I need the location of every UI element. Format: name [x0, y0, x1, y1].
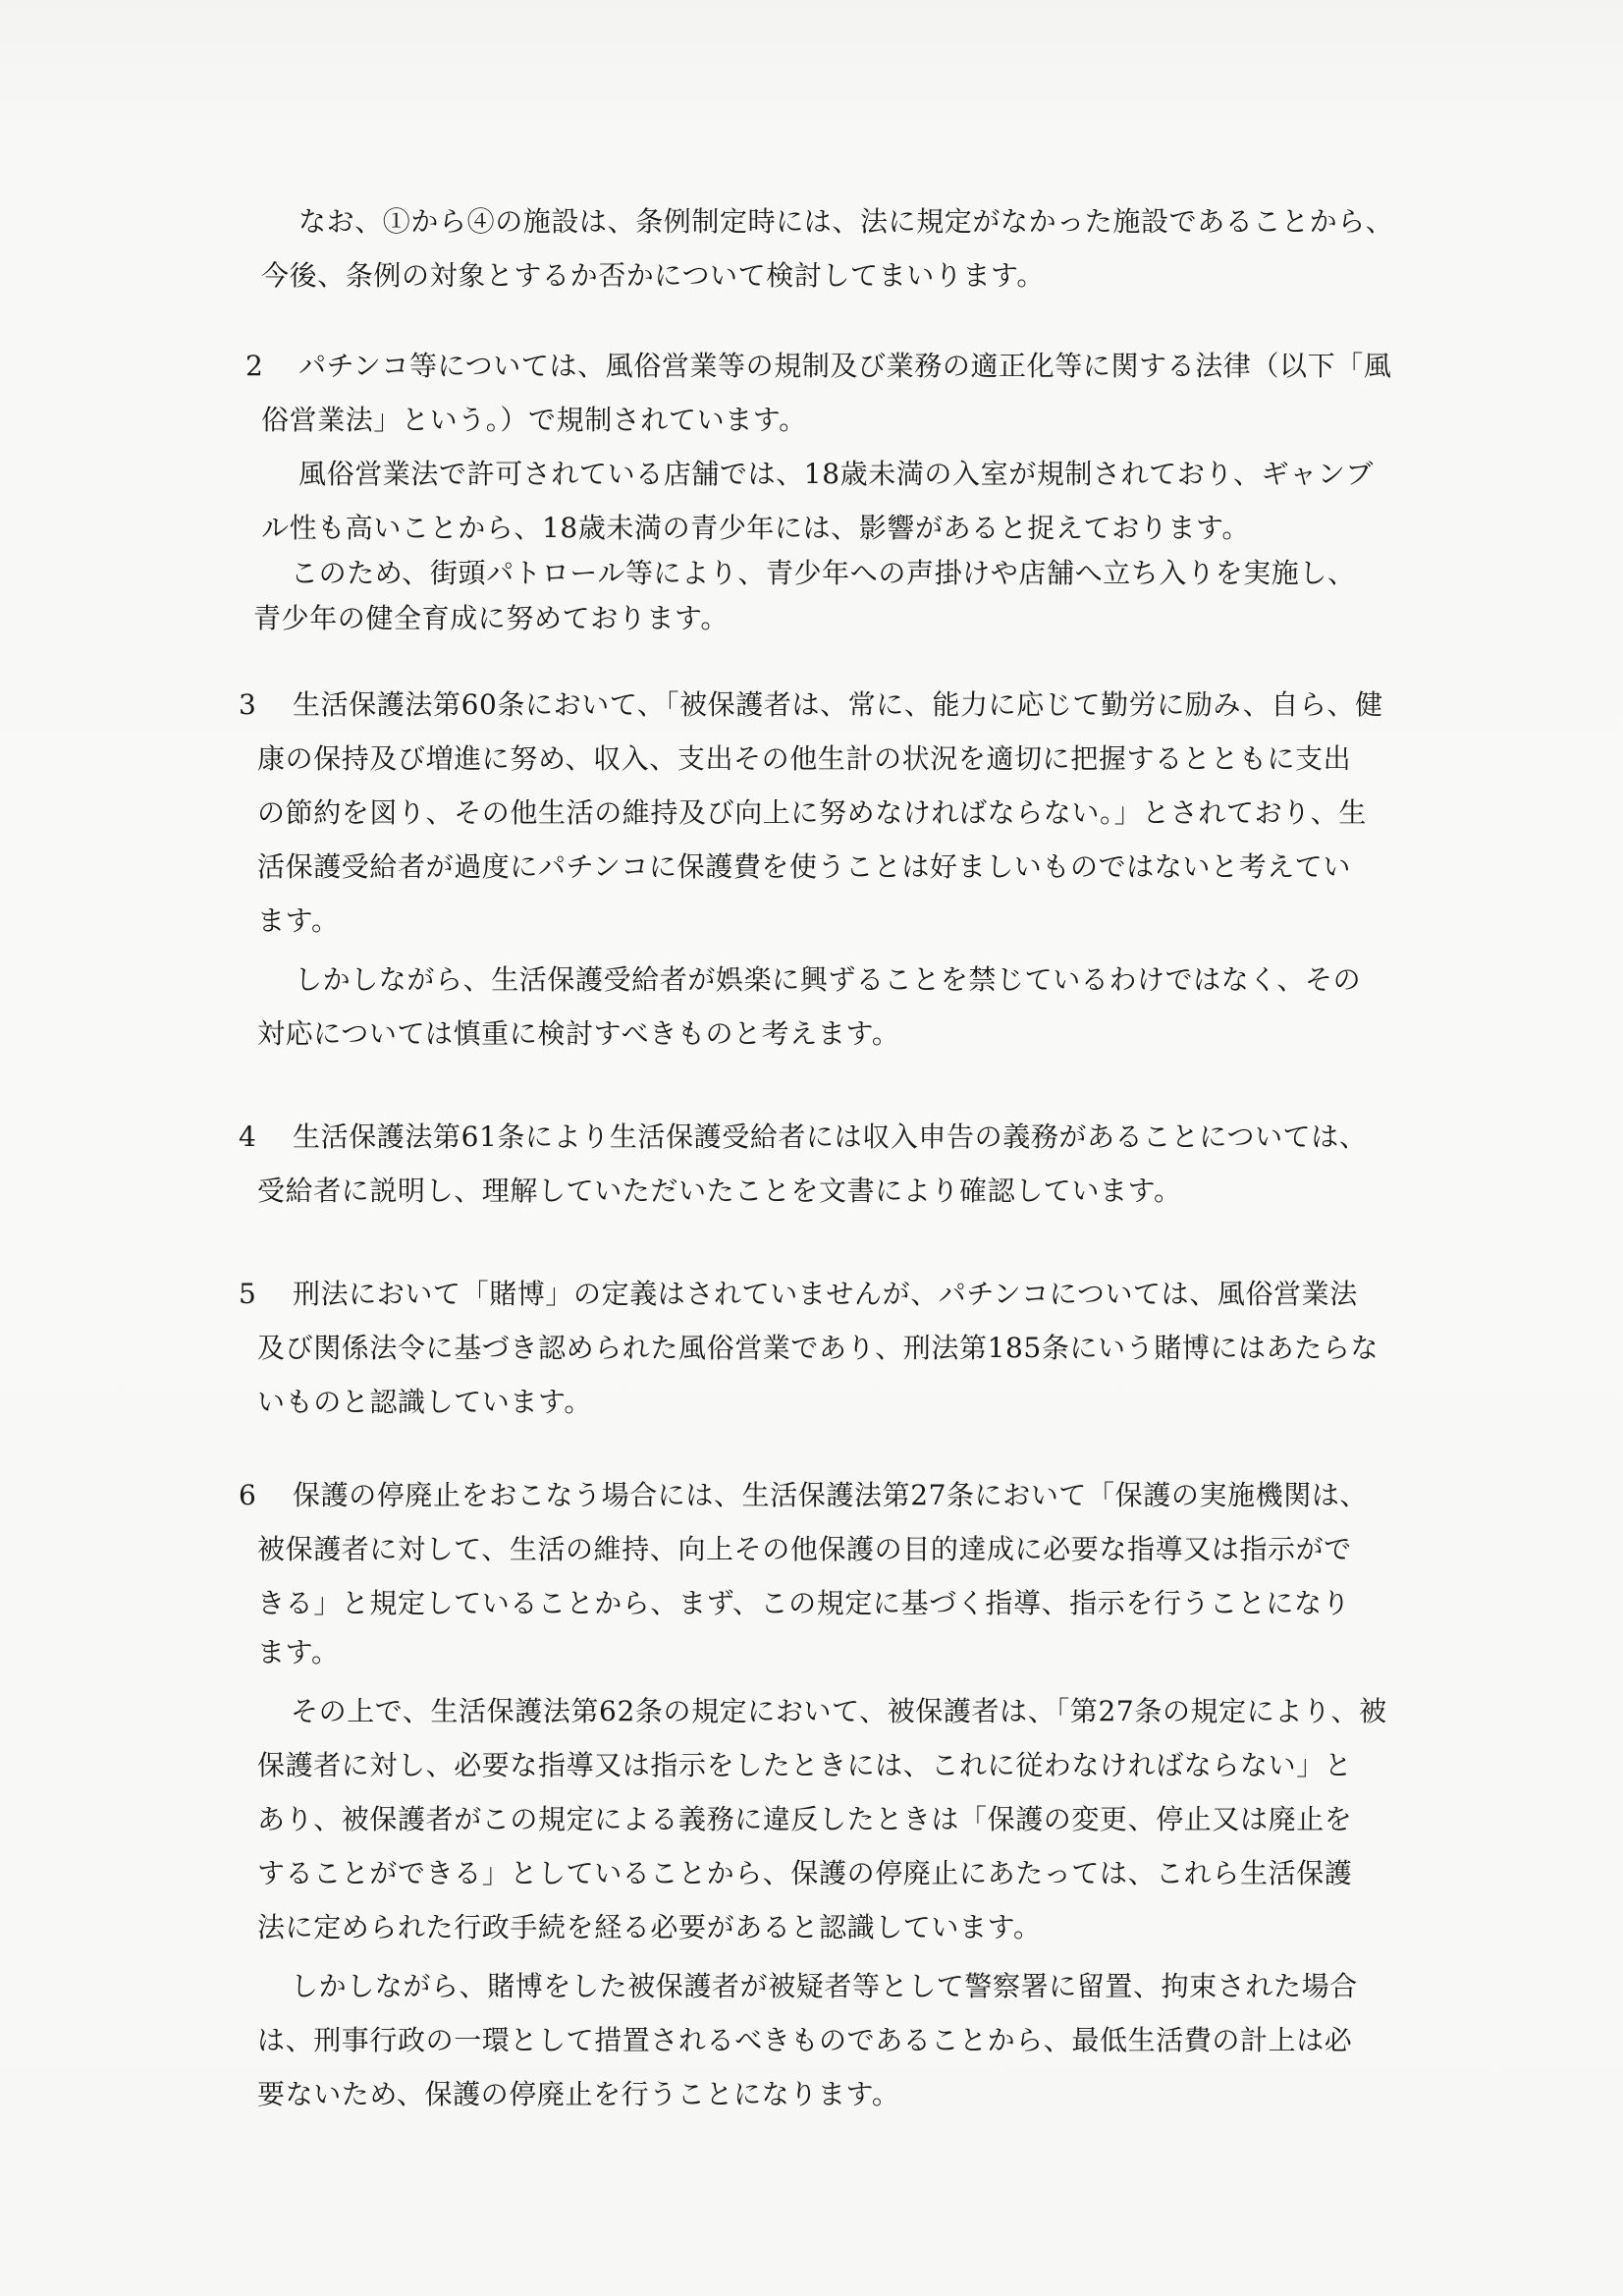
text-line: 康の保持及び増進に努め、収入、支出その他生計の状況を適切に把握するとともに支出	[257, 742, 1352, 775]
text-line: 要ないため、保護の停廃止を行うことになります。	[257, 2078, 900, 2110]
text-line: 被保護者に対して、生活の維持、向上その他保護の目的達成に必要な指導又は指示がで	[257, 1533, 1352, 1565]
text-line: あり、被保護者がこの規定による義務に違反したときは「保護の変更、停止又は廃止を	[257, 1803, 1353, 1835]
text-line: ます。	[257, 1636, 340, 1668]
text-line: 刑法において「賭博」の定義はされていませんが、パチンコについては、風俗営業法	[293, 1278, 1358, 1310]
text-line: 法に定められた行政手続を経る必要があると認識しています。	[257, 1911, 1042, 1943]
text-line: ます。	[257, 904, 340, 937]
text-line: 活保護受給者が過度にパチンコに保護費を使うことは好ましいものではないと考えてい	[257, 850, 1352, 883]
paragraph-number: 4	[239, 1121, 257, 1153]
text-line: このため、街頭パトロール等により、青少年への声掛けや店舗へ立ち入りを実施し、	[291, 557, 1356, 589]
text-line: 保護者に対し、必要な指導又は指示をしたときには、これに従わなければならない」と	[257, 1749, 1353, 1781]
text-line: 風俗営業法で許可されている店舗では、18歳未満の入室が規制されており、ギャンブ	[298, 458, 1375, 490]
paragraph-number: 5	[239, 1278, 257, 1310]
text-line: しかしながら、賭博をした被保護者が被疑者等として警察署に留置、拘束された場合	[291, 1970, 1358, 2002]
text-line: することができる」としていることから、保護の停廃止にあたっては、これら生活保護	[257, 1857, 1353, 1889]
text-line: 生活保護法第60条において、「被保護者は、常に、能力に応じて勤労に励み、自ら、健	[293, 688, 1383, 721]
text-line: パチンコ等については、風俗営業等の規制及び業務の適正化等に関する法律（以下「風	[298, 350, 1392, 382]
text-line: 生活保護法第61条により生活保護受給者には収入申告の義務があることについては、	[293, 1121, 1368, 1153]
text-line: 青少年の健全育成に努めております。	[253, 602, 729, 634]
text-line: なお、①から④の施設は、条例制定時には、法に規定がなかった施設であることから、	[298, 205, 1394, 238]
text-line: 今後、条例の対象とするか否かについて検討してまいります。	[261, 259, 1046, 292]
text-line: 俗営業法」という。）で規制されています。	[261, 404, 807, 436]
text-line: いものと認識しています。	[257, 1386, 592, 1418]
text-line: 保護の停廃止をおこなう場合には、生活保護法第27条において「保護の実施機関は、	[293, 1479, 1369, 1511]
paragraph-number: 6	[239, 1479, 257, 1511]
text-line: きる」と規定していることから、まず、この規定に基づく指導、指示を行うことになり	[257, 1587, 1351, 1619]
text-line: は、刑事行政の一環として措置されるべきものであることから、最低生活費の計上は必	[257, 2024, 1353, 2056]
text-line: ル性も高いことから、18歳未満の青少年には、影響があると捉えております。	[261, 512, 1250, 544]
text-line: その上で、生活保護法第62条の規定において、被保護者は、「第27条の規定により、被	[291, 1695, 1387, 1727]
text-line: 対応については慎重に検討すべきものと考えます。	[257, 1017, 900, 1050]
text-line: 及び関係法令に基づき認められた風俗営業であり、刑法第185条にいう賭博にはあたらな	[257, 1332, 1380, 1364]
paragraph-number: 3	[239, 688, 257, 721]
text-line: しかしながら、生活保護受給者が娯楽に興ずることを禁じているわけではなく、その	[295, 963, 1362, 996]
text-line: の節約を図り、その他生活の維持及び向上に努めなければならない。」とされており、生	[257, 796, 1368, 829]
paragraph-number: 2	[245, 350, 264, 382]
text-line: 受給者に説明し、理解していただいたことを文書により確認しています。	[257, 1175, 1182, 1207]
